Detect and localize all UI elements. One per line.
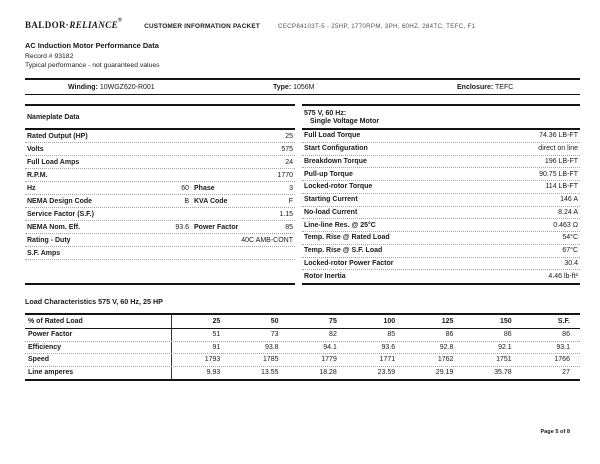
row-value: 4.46 lb-ft² [548,273,578,281]
cell-value: 91 [212,343,221,351]
row-label: Speed [25,354,172,366]
row-label: Temp. Rise @ Rated Load [304,234,390,242]
cell-value: 86 [562,331,570,339]
row-value: F [288,197,293,205]
baldor-reliance-logo [25,15,122,33]
row-label: Volts [27,145,44,153]
row-label: Starting Current [304,196,358,204]
disclaimer-note: Typical performance - not guaranteed values [25,62,160,69]
winding-summary-bar [25,78,580,95]
row-label: Full Load Torque [304,132,361,140]
row-value: 54°C [562,234,578,242]
table-row [302,258,580,271]
row-label: Locked-rotor Torque [304,183,373,191]
column-header: S.F. [557,318,570,325]
brand-separator: · [65,20,70,30]
table-row [25,169,295,182]
table-row [302,156,580,169]
table-row [25,195,295,208]
performance-tables [25,104,580,285]
row-pair-right [194,185,293,192]
load-characteristics-table [25,313,580,381]
nameplate-table-header [25,106,295,130]
table-row [25,208,295,221]
row-value: 0.463 Ω [553,221,578,229]
cell-value: 86 [445,331,454,339]
load-characteristics-title: Load Characteristics 575 V, 60 Hz, 25 HP [25,297,163,306]
table-row [302,168,580,181]
nameplate-header-title: Nameplate Data [27,114,80,121]
row-value: 40C AMB-CONT [241,236,293,244]
row-value: 74.36 LB-FT [539,132,578,140]
brand-baldor-text: BALDOR [25,20,66,30]
row-value: 1.15 [279,210,293,218]
row-value: direct on line [538,145,578,153]
row-label: Start Configuration [304,145,368,153]
row-label: Rating - Duty [27,236,71,244]
load-table-header-row [25,315,580,329]
table-row [25,354,580,367]
catalog-spec-text: CECP84103T-5 - 25HP, 1770RPM, 3PH, 60HZ, 284TC, TEFC, F1 [277,23,476,30]
cell-value: 82 [329,331,337,339]
row-label: NEMA Design Code [27,197,93,205]
table-row [302,130,580,143]
brand-reliance-text: RELIANCE [69,20,119,30]
table-row [25,182,295,195]
winding-field [68,84,155,91]
row-label: Rated Output (HP) [27,132,88,140]
row-label: R.P.M. [27,171,48,179]
row-value: 196 LB-FT [544,157,578,165]
row-value: 25 [285,132,293,140]
enclosure-value: TEFC [495,84,514,91]
cell-value: 73 [270,331,279,339]
cell-value: 13.55 [261,369,279,377]
row-label: Efficiency [25,342,172,354]
cell-value: 92.8 [439,343,454,351]
voltage-header-line1: 575 V, 60 Hz: [304,110,347,117]
row-value: 146 A [560,196,578,204]
column-header: 75 [329,318,337,325]
table-row [302,245,580,258]
row-value: 60 [181,184,189,192]
row-label: Phase [194,184,215,192]
winding-label: Winding: [68,84,98,91]
page-header [25,15,580,33]
row-label: Locked-rotor Power Factor [304,259,394,267]
cell-value: 1793 [204,356,221,364]
page-title: AC Induction Motor Performance Data [25,41,159,50]
cell-value: 1766 [554,356,570,364]
enclosure-field [457,84,513,91]
winding-value: 10WGZ620-R001 [99,84,155,91]
row-label: Power Factor [25,329,172,341]
row-value: 8.24 A [558,208,578,216]
row-value: 67°C [562,247,578,255]
row-pair-right [194,198,293,205]
cell-value: 18.28 [319,369,337,377]
table-row [25,367,580,380]
cell-value: 93.1 [556,343,570,351]
table-row [302,232,580,245]
cell-value: 1751 [496,356,512,364]
column-header: % of Rated Load [25,315,172,328]
type-value: 1056M [293,84,315,91]
voltage-table-header [302,106,580,130]
row-value: 1770 [277,171,293,179]
column-header: 150 [500,318,512,325]
cell-value: 27 [562,369,570,377]
cell-value: 35.78 [494,369,512,377]
row-label: Power Factor [194,223,239,231]
row-label: Rotor Inertia [304,273,346,281]
table-row [25,156,295,169]
table-row [25,247,295,260]
row-value: 93.6 [175,223,189,231]
row-label: Line amperes [25,367,172,380]
row-label: NEMA Nom. Eff. [27,223,81,231]
type-field [273,84,315,91]
row-value: 85 [285,223,293,231]
row-value: 575 [281,145,293,153]
nameplate-table [25,104,295,285]
cell-value: 1785 [262,356,279,364]
column-header: 100 [383,318,396,325]
row-label: Line-line Res. @ 25°C [304,221,376,229]
enclosure-label: Enclosure: [457,84,494,91]
voltage-performance-table [302,104,580,285]
cell-value: 51 [212,331,221,339]
record-number: Record # 93182 [25,52,74,60]
type-label: Type: [273,84,292,91]
cell-value: 85 [387,331,396,339]
table-row [25,234,295,247]
table-row [25,130,295,143]
column-header: 125 [441,318,454,325]
cell-value: 86 [503,331,512,339]
row-pair-left [27,198,189,205]
page-number: Page 5 of 8 [540,429,570,435]
row-label: Breakdown Torque [304,157,367,165]
row-label: Pull-up Torque [304,170,353,178]
row-value: 30.4 [564,259,578,267]
column-header: 50 [270,318,279,325]
row-value: B [184,197,189,205]
table-row [302,143,580,156]
table-row [25,143,295,156]
row-pair-left [27,185,189,192]
table-row [302,207,580,220]
cell-value: 29.19 [435,369,454,377]
table-row [302,270,580,283]
cell-value: 1779 [321,356,337,364]
row-pair-right [194,224,293,231]
row-label: Service Factor (S.F.) [27,210,94,218]
table-row [25,221,295,234]
cell-value: 92.1 [498,343,512,351]
table-row [25,329,580,342]
table-row [302,181,580,194]
row-label: KVA Code [194,197,228,205]
cell-value: 9.93 [206,369,221,377]
voltage-header-line2: Single Voltage Motor [310,118,380,125]
column-header: 25 [212,318,221,325]
cell-value: 1771 [379,356,396,364]
row-label: S.F. Amps [27,249,61,257]
table-row [302,219,580,232]
registered-trademark-icon: ® [118,17,123,24]
row-label: Full Load Amps [27,158,80,166]
row-value: 24 [285,158,293,166]
table-filler [25,260,295,283]
cell-value: 93.8 [264,343,279,351]
title-block [25,41,160,69]
table-row [25,342,580,355]
cell-value: 93.6 [381,343,396,351]
row-pair-left [27,224,189,231]
cell-value: 23.59 [377,369,396,377]
row-value: 114 LB-FT [545,183,578,191]
row-label: No-load Current [304,208,358,216]
row-value: 90.75 LB-FT [539,170,578,178]
cell-value: 94.1 [323,343,337,351]
document-type-label: CUSTOMER INFORMATION PACKET [144,23,260,30]
row-label: Hz [27,184,36,192]
row-value: 3 [289,184,293,192]
row-label: Temp. Rise @ S.F. Load [304,247,383,255]
table-row [302,194,580,207]
cell-value: 1762 [437,356,454,364]
